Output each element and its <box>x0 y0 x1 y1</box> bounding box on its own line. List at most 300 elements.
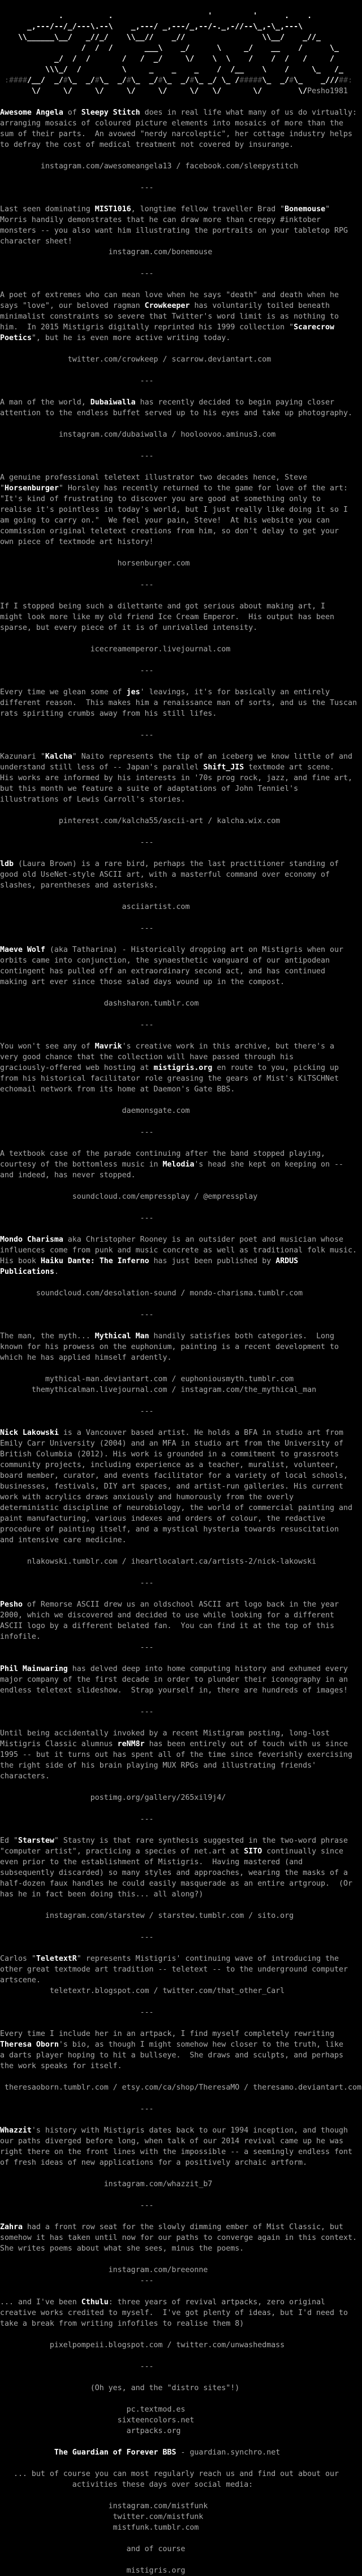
url-line <box>0 2082 362 2093</box>
highlighted-text: \_ _/ <box>262 76 290 85</box>
text-segment: --- <box>0 1407 154 1416</box>
paragraph-line <box>0 1481 362 1492</box>
text-segment: Mistigris Classic alumnus <box>0 1740 118 1748</box>
text-segment: --- <box>0 1815 154 1824</box>
paragraph-line <box>0 1674 362 1685</box>
blank-line <box>0 826 362 837</box>
blank-line <box>0 1395 362 1406</box>
text-segment: has just been published by <box>149 1257 276 1265</box>
text-segment: --- <box>0 2362 154 2371</box>
paragraph-line <box>0 1535 362 1546</box>
text-segment: has recently decided to begin paying closer <box>135 398 335 407</box>
paragraph-line <box>0 1428 362 1438</box>
text-segment: sixteencolors.net <box>0 2416 195 2425</box>
paragraph-line <box>0 1889 362 1900</box>
section-separator <box>0 1932 362 1943</box>
dim-text: :#### <box>5 76 27 85</box>
paragraph-line <box>0 322 362 333</box>
ascii-art-line <box>0 86 362 97</box>
url-line <box>0 354 362 365</box>
text-segment: Every time I include her in an artpack, I find myself completely rewriting <box>0 2030 335 2038</box>
text-segment: Until being accidentally invoked by a recent Mistigram posting, long-lost <box>0 1729 330 1738</box>
blank-line <box>0 1825 362 1835</box>
text-segment: teletextr.blogspot.com / twitter.com/that_other_Carl <box>0 1987 285 1995</box>
paragraph-line <box>0 1846 362 1857</box>
blank-line <box>0 1224 362 1234</box>
highlighted-text: TeletextR <box>36 1955 77 1963</box>
blank-line <box>0 1009 362 1020</box>
paragraph-line <box>0 1503 362 1513</box>
paragraph-line <box>0 333 362 343</box>
text-segment: paint manufacturing, various indexes and orders of colour, the redactive <box>0 1515 326 1523</box>
text-segment: soundcloud.com/empressplay / @empressplay <box>0 1193 258 1201</box>
text-segment: If I stopped being such a dilettante and got serious about making art, I <box>0 602 326 611</box>
text-segment: "It's kind of frustrating to discover you are good at something only to <box>0 495 321 503</box>
paragraph-line <box>0 2125 362 2136</box>
text-segment: dashsharon.tumblr.com <box>0 999 199 1008</box>
section-separator <box>0 2200 362 2211</box>
highlighted-text: mistigris.org <box>153 1064 213 1072</box>
text-segment: A poet of extremes who can mean love when he says "death" and death when he <box>0 291 339 299</box>
blank-line <box>0 386 362 397</box>
blank-line <box>0 2329 362 2340</box>
text-segment: activities these days over social media: <box>0 2481 253 2489</box>
highlighted-text: Mythical Man <box>94 1332 149 1341</box>
text-segment: Emily Carr University (2004) and an MFA in studio art from the University of <box>0 1439 343 1448</box>
paragraph-line <box>0 311 362 322</box>
text-segment: different reason. This makes him a renaissance man of sorts, and us the Tuscan <box>0 699 357 707</box>
text-segment: " <box>325 205 330 214</box>
paragraph-line <box>0 1835 362 1846</box>
section-separator <box>0 1707 362 1717</box>
blank-line <box>0 2458 362 2469</box>
text-segment: " Horsley has recently returned to the game for love of the art: <box>58 484 348 493</box>
section-separator <box>0 2007 362 2018</box>
section-separator <box>0 376 362 386</box>
blank-line <box>0 1921 362 1932</box>
blank-line <box>0 1116 362 1127</box>
text-segment: ' leavings, it's for basically an entirely <box>140 688 330 697</box>
paragraph-line <box>0 1610 362 1621</box>
blank-line <box>0 741 362 751</box>
highlighted-text: . . ' ' . . <box>0 12 312 20</box>
blank-line <box>0 547 362 558</box>
text-segment: and of course <box>0 2545 186 2553</box>
paragraph-line <box>0 2136 362 2147</box>
paragraph-line <box>0 1975 362 1986</box>
text-segment: 's creative work in this archive, but there's a <box>122 1042 335 1051</box>
text-segment: of <box>63 108 81 117</box>
url-line <box>0 816 362 826</box>
text-segment: Last seen dominating <box>0 205 95 214</box>
url-line <box>0 902 362 912</box>
text-segment: community projects, including experience as a teacher, muralist, volunteer, <box>0 1461 339 1469</box>
paragraph-line <box>0 859 362 869</box>
paragraph-line <box>0 1524 362 1535</box>
highlighted-text: ldb <box>0 860 14 868</box>
text-segment: character sheet! <box>0 237 72 246</box>
text-segment: Ed " <box>0 1837 18 1845</box>
paragraph-line <box>0 601 362 612</box>
paragraph-line <box>0 2233 362 2243</box>
paragraph-line <box>0 977 362 987</box>
text-segment: --- <box>0 1128 154 1137</box>
text-segment: rats spiriting crumbs away from his still lifes. <box>0 710 217 718</box>
text-segment: even prior to the establishment of Mistigris. Having mastered (and <box>0 1858 303 1866</box>
paragraph-line <box>0 1245 362 1256</box>
text-segment: 's bio, as though I might somehow hew closer to the truth, like <box>58 2040 343 2049</box>
paragraph-line <box>0 1084 362 1095</box>
blank-line <box>0 1138 362 1148</box>
highlighted-text: Mondo Charisma <box>0 1235 63 1244</box>
blank-line <box>0 2394 362 2404</box>
paragraph-line <box>0 612 362 623</box>
paragraph-line <box>0 1760 362 1771</box>
paragraph-line <box>0 966 362 977</box>
text-segment: --- <box>0 1311 154 1319</box>
text-segment: the right side of his brain playing MUX RPGs and illustrating friends' <box>0 1761 317 1770</box>
text-segment: Morris handily demonstrates that he can draw more than creepy #inktober <box>0 216 321 224</box>
text-segment: --- <box>0 269 154 278</box>
url-line <box>0 2179 362 2190</box>
blank-line <box>0 1943 362 1953</box>
text-segment: " Stastny is that rare synthesis suggested in the two-word phrase <box>54 1837 348 1845</box>
highlighted-text: \\______\__/ _//_/ \\__// _// \\__/ _//_ <box>0 33 321 42</box>
paragraph-line <box>0 301 362 311</box>
paragraph-line <box>0 751 362 762</box>
blank-line <box>0 258 362 268</box>
text-segment: does in real life what many of us do virtually: <box>140 108 357 117</box>
paragraph-line <box>0 526 362 537</box>
blank-line <box>0 1202 362 1213</box>
dim-text: ##### <box>239 76 262 85</box>
text-segment: take a break from writing infofiles to realise them 8) <box>0 2320 244 2328</box>
highlighted-text: The Guardian of Forever BBS <box>54 2448 176 2457</box>
blank-line <box>0 1299 362 1309</box>
text-segment: a darts player hoping to hit a bullseye. She draws and sculpts, and perhaps <box>0 2051 343 2060</box>
text-segment: and indeed, has never stopped. <box>0 1171 136 1180</box>
paragraph-line <box>0 698 362 708</box>
blank-line <box>0 1095 362 1106</box>
text-segment: which he has applied himself ardently. <box>0 1354 172 1362</box>
blank-line <box>0 569 362 580</box>
text-segment: - guardian.synchro.net <box>176 2448 281 2457</box>
text-segment: --- <box>0 2201 154 2210</box>
text-segment: (aka Tatharina) - Historically dropping art on Mistigris when our <box>45 946 343 954</box>
highlighted-text: \_ _/ \_ / <box>194 76 240 85</box>
text-segment: His works are informed by his interests in '70s prog rock, jazz, and fine art, <box>0 774 352 782</box>
text-segment: ... but of course you can most regularly reach us and find out about our <box>0 2470 339 2478</box>
blank-line <box>0 462 362 472</box>
text-segment: says "love", our beloved ragman <box>0 302 145 310</box>
url-line <box>0 1911 362 1921</box>
url-line <box>0 1792 362 1803</box>
dim-text: # <box>158 76 163 85</box>
text-segment: influences come from punk and music concrete as well as traditional folk music. <box>0 1246 357 1255</box>
text-segment: and intensive care medicine. <box>0 1536 127 1544</box>
blank-line <box>0 891 362 902</box>
paragraph-line <box>0 869 362 880</box>
text-segment: nlakowski.tumblr.com / iheartlocalart.ca/artists-2/nick-lakowski <box>0 1557 317 1566</box>
paragraph-line <box>0 1599 362 1610</box>
highlighted-text: Haiku Dante: The Inferno <box>40 1257 149 1265</box>
section-separator <box>0 665 362 676</box>
dim-text: ##: <box>339 76 353 85</box>
blank-line <box>0 1546 362 1556</box>
text-segment: work with acrylics draws anxiously and humorously from the overly <box>0 1493 294 1502</box>
highlighted-text: ARDUS <box>275 1257 299 1265</box>
section-separator <box>0 2104 362 2114</box>
blank-line <box>0 1277 362 1288</box>
highlighted-text: SITO <box>244 1847 262 1856</box>
text-segment: monsters -- you also want him illustrating the portraits on your tabletop RPG <box>0 227 348 235</box>
text-segment: --- <box>0 2105 154 2113</box>
ascii-art-line <box>0 64 362 75</box>
blank-line <box>0 279 362 290</box>
url-line <box>0 2512 362 2522</box>
text-segment: instagram.com/whazzit_b7 <box>0 2180 213 2188</box>
url-line <box>0 2522 362 2533</box>
text-segment: A textbook case of the parade continuing after the band stopped playing, <box>0 1150 326 1158</box>
paragraph-line <box>0 1438 362 1449</box>
text-segment: very good chance that the collection will have passed through his <box>0 1053 294 1061</box>
text-segment: soundcloud.com/desolation-sound / mondo-charisma.tumblr.com <box>0 1289 303 1298</box>
ascii-art-line <box>0 32 362 43</box>
blank-line <box>0 343 362 354</box>
text-segment: --- <box>0 667 154 675</box>
paragraph-line <box>0 1234 362 1245</box>
text-segment: en route to you, picking up <box>212 1064 339 1072</box>
text-segment: ", but he is even more active writing today. <box>31 334 231 342</box>
blank-line <box>0 2351 362 2361</box>
text-segment: attention to the endless buffet served up to his eyes and take up photography. <box>0 409 352 417</box>
highlighted-text: Maeve Wolf <box>0 946 45 954</box>
paragraph-line <box>0 494 362 504</box>
section-separator <box>0 580 362 590</box>
paragraph-line <box>0 1342 362 1352</box>
highlighted-text: \_ _/ <box>67 76 95 85</box>
paragraph-line <box>0 1728 362 1739</box>
text-segment: 's history with Mistigris dates back to our 1994 inception, and though <box>31 2126 348 2135</box>
text-segment <box>0 2448 54 2457</box>
highlighted-text: Dubaiwalla <box>90 398 136 407</box>
paragraph-line <box>0 2318 362 2329</box>
text-segment: horsenburger.com <box>0 559 190 568</box>
text-segment: --- <box>0 581 154 589</box>
highlighted-text: Publications <box>0 1268 54 1276</box>
paragraph-line <box>0 140 362 150</box>
paragraph-line <box>0 118 362 129</box>
text-segment: " represents Mistigris' continuing wave of introducing the <box>76 1955 339 1963</box>
section-separator <box>0 1020 362 1030</box>
blank-line <box>0 1900 362 1911</box>
ascii-art-line <box>0 54 362 64</box>
url-line <box>0 2340 362 2351</box>
text-segment: courtesy of the bottomless music in <box>0 1160 163 1169</box>
text-segment: daemonsgate.com <box>0 1107 190 1115</box>
blank-line <box>0 97 362 107</box>
text-segment: procedure of painting itself, and a mystical hysteria towards resuscitation <box>0 1525 339 1534</box>
paragraph-line <box>0 1352 362 1363</box>
highlighted-text: Awesome Angela <box>0 108 63 117</box>
text-segment: ... and I've been <box>0 2298 81 2307</box>
blank-line <box>0 676 362 687</box>
text-segment: own piece of textmode art history! <box>0 538 154 546</box>
blank-line <box>0 2533 362 2544</box>
text-segment: --- <box>0 1933 154 1942</box>
text-segment: had a front row seat for the slowly dimming ember of Mist Classic, but <box>22 2223 343 2231</box>
highlighted-text: Whazzit <box>0 2126 32 2135</box>
text-segment: --- <box>0 1643 154 1652</box>
text-segment: our paths diverged before long, when talk of our 2014 revival came up he was <box>0 2137 343 2146</box>
text-segment: --- <box>0 2277 154 2285</box>
paragraph-line <box>0 1267 362 1277</box>
highlighted-text: Shift_JIS <box>203 763 244 772</box>
blank-line <box>0 150 362 161</box>
paragraph-line <box>0 1953 362 1964</box>
url-line <box>0 1191 362 1202</box>
text-segment: --- <box>0 1579 154 1587</box>
blank-line <box>0 1567 362 1578</box>
blank-line <box>0 2093 362 2104</box>
text-segment: might look more like my old friend Ice Cream Emperor. His output has been <box>0 613 335 621</box>
text-segment: minimalist constraints so severe that Twitter's word limit is as nothing to <box>0 312 339 321</box>
text-segment: am going to carry on." We feel your pain, Steve! At his website you can <box>0 516 330 525</box>
paragraph-line <box>0 1041 362 1052</box>
paragraph-line <box>0 1170 362 1181</box>
paragraph-line <box>0 1631 362 1642</box>
text-segment: artpacks.org <box>0 2427 181 2435</box>
paragraph-line <box>0 1685 362 1696</box>
text-segment: twitter.com/mistfunk <box>0 2513 204 2521</box>
highlighted-text: reNM8r <box>117 1740 145 1748</box>
url-line <box>0 2265 362 2275</box>
text-segment: pixelpompeii.blogspot.com / twitter.com/unwashedmass <box>0 2341 285 2349</box>
text-segment: mistfunk.tumblr.com <box>0 2523 199 2532</box>
text-segment: instagram.com/bonemouse <box>0 248 213 256</box>
text-segment: illustrations of Lewis Carroll's stories. <box>0 795 186 804</box>
highlighted-text: Sleepy Stitch <box>81 108 140 117</box>
paragraph-line <box>0 537 362 547</box>
blank-line <box>0 1782 362 1792</box>
text-segment: endless teletext slideshow. Strap yourself in, there are hundreds of images! <box>0 1686 348 1695</box>
dim-text: # <box>126 76 131 85</box>
text-segment: has been entirely out of touch with us since <box>144 1740 348 1748</box>
dim-text: # <box>94 76 100 85</box>
section-separator <box>0 730 362 741</box>
url-line <box>0 429 362 440</box>
ascii-art-line <box>0 75 362 86</box>
text-segment: board member, curator, and events facilitator for a variety of local schools, <box>0 1472 348 1480</box>
section-separator <box>0 1309 362 1320</box>
blank-line <box>0 805 362 816</box>
text-segment: --- <box>0 731 154 739</box>
text-segment: good old UseNet-style ASCII art, with a masterful command over economy of <box>0 871 330 879</box>
url-line <box>0 2415 362 2426</box>
text-segment: handily satisfies both categories. Long <box>149 1332 335 1341</box>
blank-line <box>0 848 362 859</box>
text-segment: has voluntarily toiled beneath <box>189 302 330 310</box>
paragraph-line <box>0 1878 362 1889</box>
paragraph-line <box>0 397 362 408</box>
url-line <box>0 161 362 172</box>
paragraph-line <box>0 1739 362 1750</box>
url-line <box>0 2501 362 2512</box>
blank-line <box>0 1181 362 1191</box>
text-segment: Pesho1981 <box>307 87 348 95</box>
text-segment: orbits came into conjunction, the synaesthetic vanguard of our antipodean <box>0 956 330 965</box>
paragraph-line <box>0 504 362 515</box>
text-segment: aka Christopher Rooney is an outsider poet and musician whose <box>63 1235 343 1244</box>
paragraph-line <box>0 1470 362 1481</box>
text-segment: (Laura Brown) is a rare bird, perhaps the last practitioner standing of <box>13 860 339 868</box>
text-segment: His book <box>0 1257 41 1265</box>
text-segment: pinterest.com/kalcha55/ascii-art / kalcha.wix.com <box>0 817 281 825</box>
section-separator <box>0 1814 362 1825</box>
paragraph-line <box>0 1063 362 1073</box>
paragraph-line <box>0 290 362 301</box>
text-segment: deterministic discipline of neurobiology, the world of commercial painting and <box>0 1504 352 1512</box>
text-segment: ASCII logo by a different belated fan. You can find it at the top of this <box>0 1622 335 1630</box>
ascii-art-line <box>0 11 362 21</box>
paragraph-line <box>0 204 362 215</box>
text-segment: other great textmode art tradition -- teletext -- to the underground computer <box>0 1965 348 1974</box>
paragraph-line <box>0 687 362 698</box>
paragraph-line <box>0 225 362 236</box>
highlighted-text: _,---/--/_/---\.--\ _,---/ _,---/_,--/-._,-//--\_,-\_,---\ <box>0 23 303 31</box>
paragraph-line <box>0 1460 362 1470</box>
text-segment: twitter.com/crowkeep / scarrow.deviantart.com <box>0 355 272 364</box>
text-segment: --- <box>0 1708 154 1716</box>
paragraph-line <box>0 1159 362 1170</box>
text-segment: mistigris.org <box>0 2566 186 2575</box>
blank-line <box>0 172 362 182</box>
blank-line <box>0 419 362 429</box>
text-segment: --- <box>0 1214 154 1222</box>
url-line <box>0 2404 362 2415</box>
paragraph-line <box>0 1052 362 1063</box>
paragraph-line <box>0 2222 362 2233</box>
text-segment: graciously-offered web hosting at <box>0 1064 154 1072</box>
text-segment: has delved deep into home computing history and exhumed every <box>67 1665 348 1673</box>
blank-line <box>0 2372 362 2383</box>
blank-line <box>0 1320 362 1331</box>
paragraph-line <box>0 773 362 784</box>
text-segment: 's head she kept on keeping on -- <box>194 1160 343 1169</box>
blank-line <box>0 1803 362 1814</box>
blank-line <box>0 2018 362 2029</box>
text-segment: subsequently discarded) so many styles and approaches, wearing the masks of a <box>0 1869 348 1877</box>
paragraph-line <box>0 2297 362 2308</box>
paragraph-line <box>0 107 362 118</box>
section-separator <box>0 1578 362 1589</box>
section-separator <box>0 923 362 934</box>
text-segment: echomail network from its home at Daemon's Gate BBS. <box>0 1085 235 1094</box>
highlighted-text: Pesho <box>0 1600 23 1609</box>
paragraph-line <box>0 1256 362 1267</box>
text-segment: . <box>54 1268 59 1276</box>
highlighted-text: / / / ___\ _/ \ _/ __ / \_ <box>0 44 339 53</box>
paragraph-line <box>0 1771 362 1782</box>
blank-line <box>0 1030 362 1041</box>
text-segment: contingent has pulled off an extraordinary second act, and has continued <box>0 967 326 976</box>
text-segment: British Columbia (2012). His work is grounded in a commitment to grassroots <box>0 1450 339 1459</box>
text-segment: textmode art scene. <box>244 763 335 772</box>
highlighted-text: Melodia <box>162 1160 195 1169</box>
url-line <box>0 558 362 569</box>
url-line <box>0 998 362 1009</box>
blank-line <box>0 2211 362 2222</box>
